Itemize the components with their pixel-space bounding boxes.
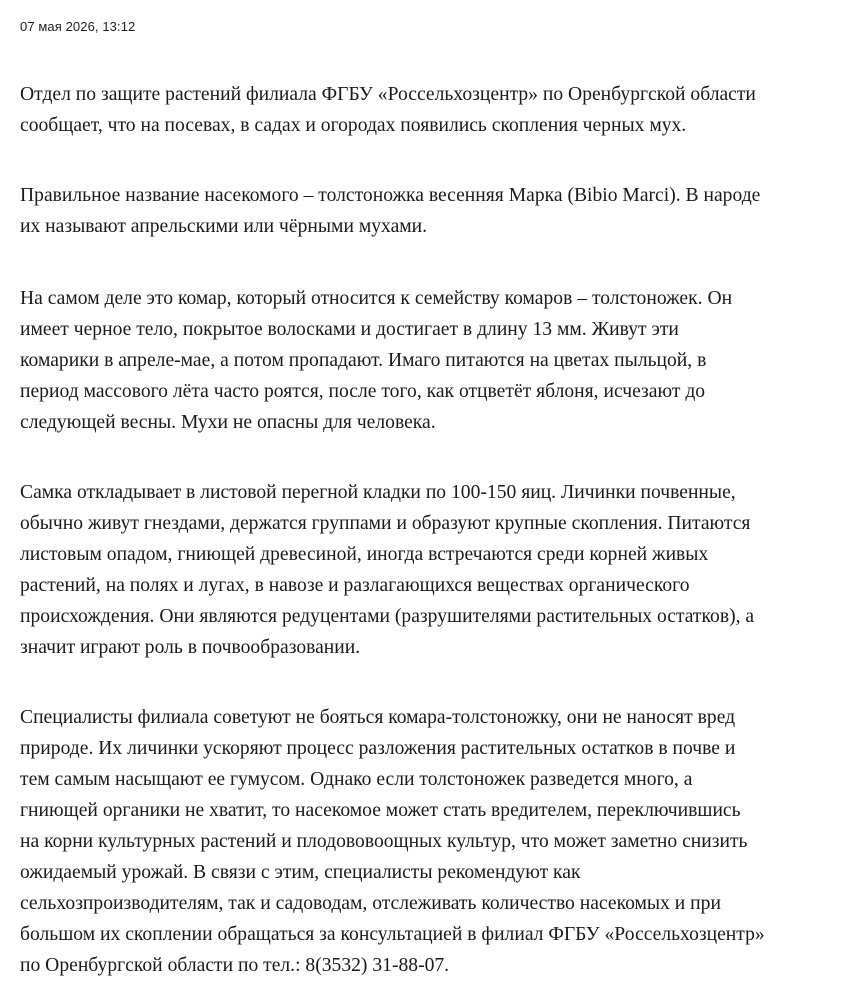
text-line: происхождения. Они являются редуцентами (разрушителями растительных остатков), а xyxy=(20,606,755,627)
text-line: на корни культурных растений и плодововоощных культур, что может заметно снизить xyxy=(20,831,748,852)
text-line: сообщает, что на посевах, в садах и огородах появились скопления черных мух. xyxy=(20,115,687,136)
text-line: комарики в апреле-мае, а потом пропадают. Имаго питаются на цветах пыльцой, в xyxy=(20,350,707,371)
text-line: сельхозпроизводителям, так и садоводам, отслеживать количество насекомых и при xyxy=(20,893,721,914)
text-line: листовым опадом, гниющей древесиной, иногда встречаются среди корней живых xyxy=(20,544,709,565)
article-paragraph xyxy=(20,702,844,981)
text-line: по Оренбургской области по тел.: 8(3532) 31-88-07. xyxy=(20,955,450,976)
text-line: следующей весны. Мухи не опасны для человека. xyxy=(20,412,436,433)
text-line: Самка откладывает в листовой перегной кладки по 100-150 яиц. Личинки почвенные, xyxy=(20,482,736,503)
text-line: гниющей органики не хватит, то насекомое может стать вредителем, переключившись xyxy=(20,800,741,821)
text-line: Правильное название насекомого – толстоножка весенняя Марка (Bibio Marci). В народе xyxy=(20,185,761,206)
text-line: обычно живут гнездами, держатся группами и образуют крупные скопления. Питаются xyxy=(20,513,751,534)
text-line: растений, на полях и лугах, в навозе и разлагающихся веществах органического xyxy=(20,575,690,596)
text-line: ожидаемый урожай. В связи с этим, специалисты рекомендуют как xyxy=(20,862,581,883)
article-paragraph xyxy=(20,477,844,663)
text-line: На самом деле это комар, который относится к семейству комаров – толстоножек. Он xyxy=(20,288,733,309)
publication-date: 07 мая 2026, 13:12 xyxy=(20,19,136,34)
text-line: значит играют роль в почвообразовании. xyxy=(20,637,361,658)
article-paragraph xyxy=(20,79,844,141)
text-line: большом их скоплении обращаться за консультацией в филиал ФГБУ «Россельхозцентр» xyxy=(20,924,765,945)
article-paragraph xyxy=(20,283,844,438)
text-line: Отдел по защите растений филиала ФГБУ «Россельхозцентр» по Оренбургской области xyxy=(20,84,756,105)
text-line: тем самым насыщают ее гумусом. Однако если толстоножек разведется много, а xyxy=(20,769,693,790)
text-line: природе. Их личинки ускоряют процесс разложения растительных остатков в почве и xyxy=(20,738,736,759)
text-line: их называют апрельскими или чёрными мухами. xyxy=(20,216,428,237)
text-line: Специалисты филиала советуют не бояться комара-толстоножку, они не наносят вред xyxy=(20,707,736,728)
text-line: период массового лёта часто роятся, после того, как отцветёт яблоня, исчезают до xyxy=(20,381,706,402)
text-line: имеет черное тело, покрытое волосками и достигает в длину 13 мм. Живут эти xyxy=(20,319,679,340)
article-paragraph xyxy=(20,180,844,242)
